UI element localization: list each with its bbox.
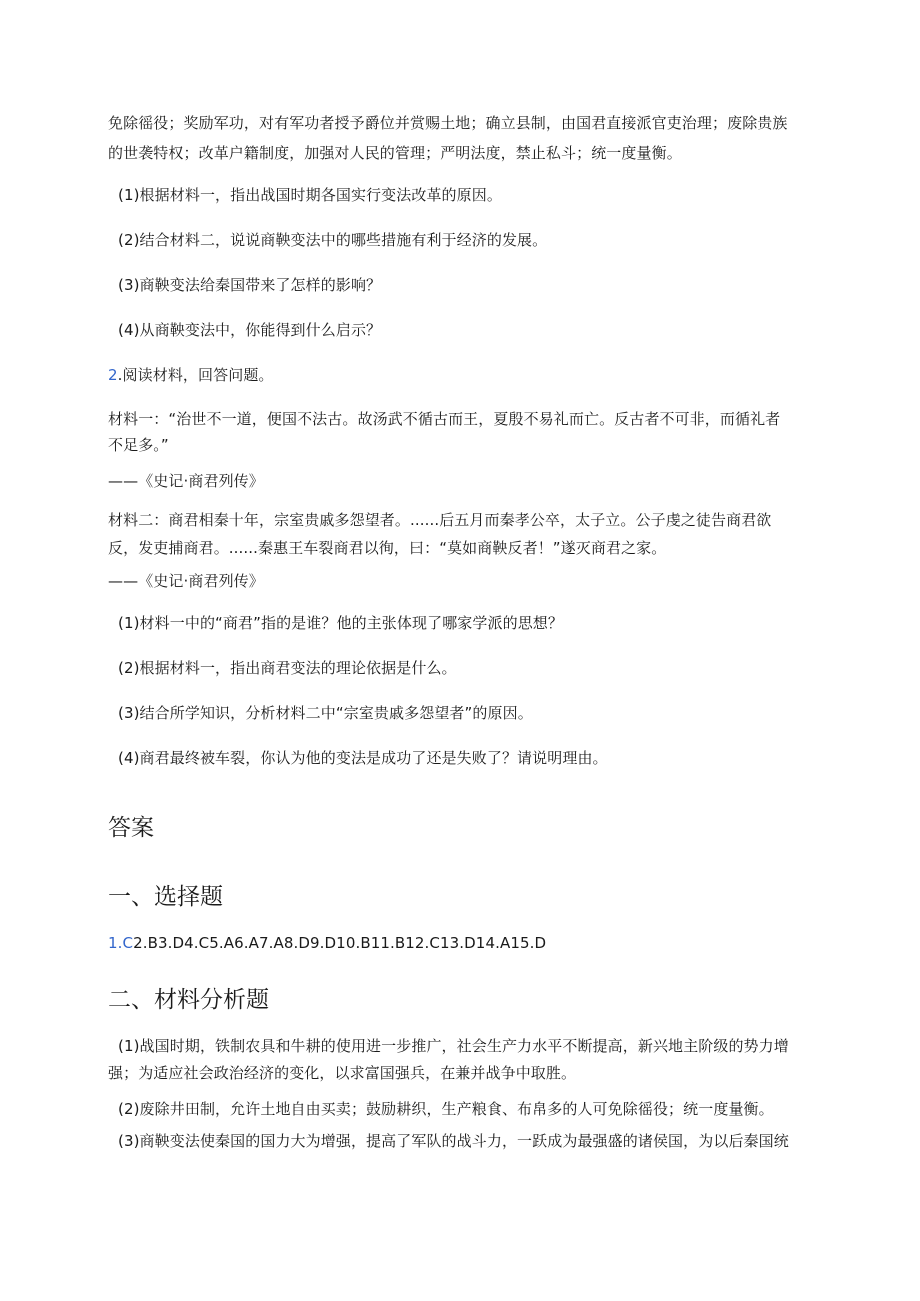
- material-2-line-1: 材料二：商君相秦十年，宗室贵戚多怨望者。......后五月而秦孝公卒，太子立。公子虔之徒告商君欲: [108, 511, 772, 529]
- answer-1-line-1: (1)战国时期，铁制农具和牛耕的使用进一步推广，社会生产力水平不断提高，新兴地主阶级的势力增: [118, 1037, 789, 1055]
- question-2-title: [108, 360, 808, 390]
- answer-2: (2)废除井田制，允许土地自由买卖；鼓励耕织，生产粮食、布帛多的人可免除徭役；统一度量衡。: [118, 1100, 774, 1118]
- choice-answers-rest: 2.B3.D4.C5.A6.A7.A8.D9.D10.B11.B12.C13.D14.A15.D: [133, 934, 547, 952]
- material-2-line-2: 反，发吏捕商君。......秦惠王车裂商君以徇，曰：“莫如商鞅反者！”遂灭商君之家。: [108, 539, 667, 557]
- material-continuation-line-1: 免除徭役；奖励军功，对有军功者授予爵位并赏赐土地；确立县制，由国君直接派官吏治理；废除贵族: [108, 114, 788, 132]
- question-2-number: 2: [108, 366, 118, 384]
- choice-answer-first: 1.C: [108, 934, 134, 952]
- material-1-line-1: 材料一：“治世不一道，便国不法古。故汤武不循古而王，夏殷不易礼而亡。反古者不可非，而循礼者: [108, 410, 781, 428]
- choice-answers: [108, 928, 808, 958]
- question-1-sub-3: (3)商鞅变法给秦国带来了怎样的影响？: [118, 276, 382, 294]
- question-2-sub-1: (1)材料一中的“商君”指的是谁？他的主张体现了哪家学派的思想？: [118, 614, 563, 632]
- section-material-heading: 二、材料分析题: [108, 987, 269, 1013]
- material-2-source: ——《史记·商君列传》: [108, 572, 264, 590]
- material-1-source: ——《史记·商君列传》: [108, 472, 264, 490]
- question-1-sub-1: (1)根据材料一，指出战国时期各国实行变法改革的原因。: [118, 186, 502, 204]
- material-1-line-2: 不足多。”: [108, 436, 169, 454]
- answer-3: (3)商鞅变法使秦国的国力大为增强，提高了军队的战斗力，一跃成为最强盛的诸侯国，为以后秦国统: [118, 1132, 789, 1150]
- question-1-sub-2: (2)结合材料二，说说商鞅变法中的哪些措施有利于经济的发展。: [118, 231, 548, 249]
- question-2-title-text: .阅读材料，回答问题。: [117, 366, 274, 384]
- question-1-sub-4: (4)从商鞅变法中，你能得到什么启示？: [118, 321, 382, 339]
- answers-heading: 答案: [108, 815, 154, 841]
- question-2-sub-2: (2)根据材料一，指出商君变法的理论依据是什么。: [118, 659, 457, 677]
- answer-1-line-2: 强；为适应社会政治经济的变化，以求富国强兵，在兼并战争中取胜。: [108, 1064, 577, 1082]
- question-2-sub-3: (3)结合所学知识，分析材料二中“宗室贵戚多怨望者”的原因。: [118, 704, 533, 722]
- question-2-sub-4: (4)商君最终被车裂，你认为他的变法是成功了还是失败了？请说明理由。: [118, 749, 608, 767]
- material-continuation-line-2: 的世袭特权；改革户籍制度，加强对人民的管理；严明法度，禁止私斗；统一度量衡。: [108, 144, 682, 162]
- section-choice-heading: 一、选择题: [108, 884, 223, 910]
